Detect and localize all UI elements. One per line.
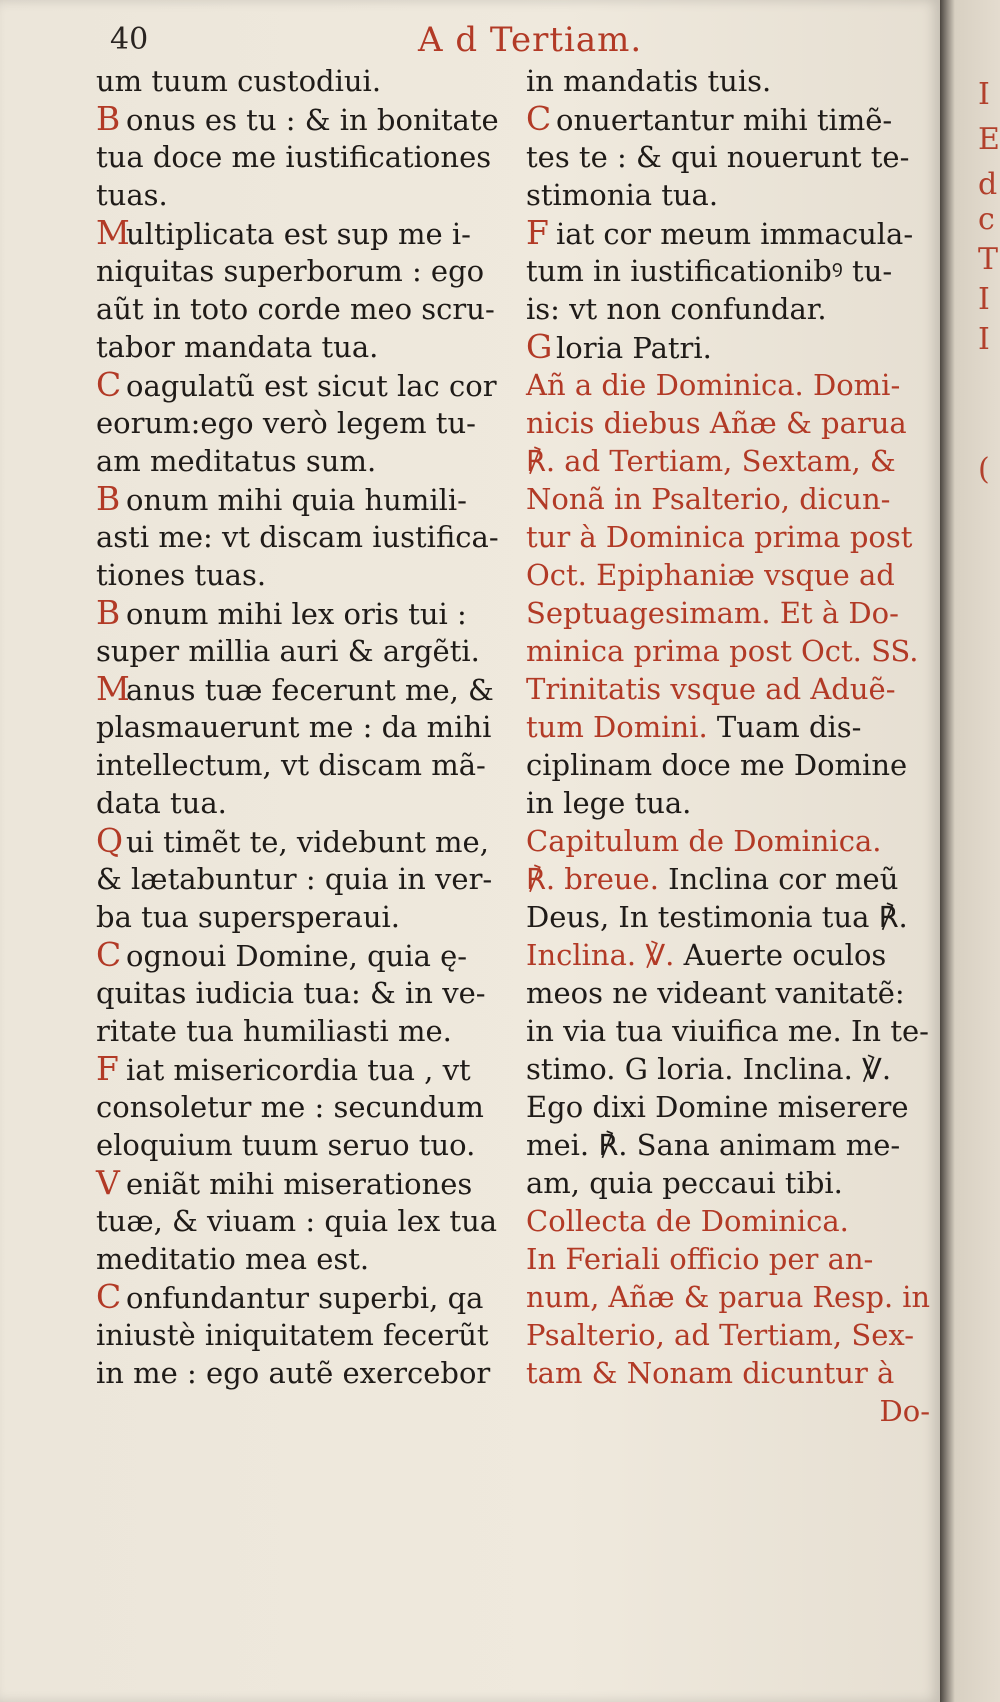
- text-line: [526, 1012, 930, 1050]
- edge-letter: E: [978, 122, 1000, 157]
- body-text: ultiplicata est sup me i-: [126, 217, 471, 251]
- text-line: [526, 1354, 930, 1392]
- body-text: ba tua supersperaui.: [96, 900, 400, 934]
- text-line: [96, 1126, 516, 1164]
- text-line: [96, 328, 516, 366]
- rubric-text: tam & Nonam dicuntur à: [526, 1356, 895, 1390]
- rubric-text: Psalterio, ad Tertiam, Sex-: [526, 1318, 915, 1352]
- text-line: [96, 100, 516, 138]
- text-line: [526, 366, 930, 404]
- body-text: & lætabuntur : quia in ver-: [96, 862, 493, 896]
- text-line: [96, 518, 516, 556]
- text-line: [526, 936, 930, 974]
- body-text: ognoui Domine, quia ę-: [126, 939, 468, 973]
- red-initial: C: [96, 935, 122, 974]
- text-line: [96, 1012, 516, 1050]
- body-text: am meditatus sum.: [96, 444, 377, 478]
- red-initial: C: [96, 1277, 122, 1316]
- body-text: eniãt mihi miserationes: [126, 1167, 473, 1201]
- body-text: in me : ego autẽ exercebor: [96, 1356, 491, 1390]
- body-text: tua doce me iustificationes: [96, 140, 492, 174]
- body-text: Ego dixi Domine miserere: [526, 1090, 909, 1124]
- body-text: Inclina cor meũ: [668, 862, 899, 896]
- text-line: [526, 1050, 930, 1088]
- text-line: [96, 936, 516, 974]
- text-line: [96, 1202, 516, 1240]
- text-line: [526, 1126, 930, 1164]
- text-line: [526, 822, 930, 860]
- body-text: tabor mandata tua.: [96, 330, 379, 364]
- body-text: onus es tu : & in bonitate: [126, 103, 499, 137]
- red-initial: Q: [96, 821, 124, 860]
- running-title: A d Tertiam.: [418, 20, 643, 60]
- rubric-text: Nonã in Psalterio, dicun-: [526, 482, 891, 516]
- text-line: [96, 366, 516, 404]
- text-line: [526, 442, 930, 480]
- text-line: [526, 290, 930, 328]
- body-text: onum mihi quia humili-: [126, 483, 467, 517]
- text-line: [526, 1088, 930, 1126]
- body-text: onum mihi lex oris tui :: [126, 597, 467, 631]
- body-text: stimo. G loria. Inclina. ℣.: [526, 1052, 892, 1086]
- text-line: [526, 404, 930, 442]
- body-text: tes te : & qui nouerunt te-: [526, 140, 910, 174]
- text-line: [96, 1278, 516, 1316]
- text-line: [526, 518, 930, 556]
- text-line: [96, 1316, 516, 1354]
- text-line: [96, 632, 516, 670]
- body-text: Deus, In testimonia tua ℟.: [526, 900, 908, 934]
- text-line: [96, 974, 516, 1012]
- red-initial: V: [96, 1163, 120, 1202]
- body-text: Auerte oculos: [683, 938, 887, 972]
- left-column: [96, 62, 516, 1392]
- body-text: oagulatũ est sicut lac cor: [126, 369, 497, 403]
- body-text: is: vt non confundar.: [526, 292, 827, 326]
- body-text: plasmauerunt me : da mihi: [96, 710, 492, 744]
- rubric-text: Collecta de Dominica.: [526, 1204, 849, 1238]
- text-line: [96, 442, 516, 480]
- text-line: [526, 1164, 930, 1202]
- text-line: [96, 670, 516, 708]
- red-initial: B: [96, 593, 121, 632]
- text-line: [96, 138, 516, 176]
- text-line: [526, 252, 930, 290]
- text-line: [96, 898, 516, 936]
- rubric-text: num, Añæ & parua Resp. in: [526, 1280, 930, 1314]
- rubric-text: Inclina. ℣.: [526, 938, 675, 972]
- text-line: [96, 708, 516, 746]
- right-column: [526, 62, 930, 1430]
- text-line: [526, 708, 930, 746]
- body-text: um tuum custodiui.: [96, 64, 382, 98]
- text-line: [96, 404, 516, 442]
- text-line: [96, 1240, 516, 1278]
- edge-letter: d: [978, 167, 998, 202]
- body-text: meditatio mea est.: [96, 1242, 370, 1276]
- text-line: [526, 1278, 930, 1316]
- edge-letter: I: [978, 77, 990, 112]
- edge-letter: T: [978, 242, 999, 277]
- page-number: 40: [110, 22, 149, 57]
- red-initial: M: [96, 213, 130, 252]
- text-line: [526, 480, 930, 518]
- rubric-text: minica prima post Oct. SS.: [526, 634, 919, 668]
- body-text: in lege tua.: [526, 786, 692, 820]
- text-line: [96, 480, 516, 518]
- text-line: [526, 784, 930, 822]
- body-text: eorum:ego verò legem tu-: [96, 406, 476, 440]
- rubric-text: Trinitatis vsque ad Aduẽ-: [526, 672, 896, 706]
- text-line: [526, 670, 930, 708]
- edge-letter: c: [978, 202, 995, 237]
- red-initial: B: [96, 99, 121, 138]
- rubric-text: Septuagesimam. Et à Do-: [526, 596, 899, 630]
- rubric-text: tum Domini.: [526, 710, 708, 744]
- text-line: [526, 860, 930, 898]
- body-text: eloquium tuum seruo tuo.: [96, 1128, 476, 1162]
- body-text: Tuam dis-: [716, 710, 862, 744]
- body-text: ui timẽt te, videbunt me,: [126, 825, 489, 859]
- text-line: [96, 290, 516, 328]
- body-text: anus tuæ fecerunt me, &: [126, 673, 494, 707]
- body-text: iat cor meum immacula-: [556, 217, 914, 251]
- text-line: [96, 252, 516, 290]
- body-text: consoletur me : secundum: [96, 1090, 484, 1124]
- body-text: iat misericordia tua , vt: [126, 1053, 471, 1087]
- red-initial: C: [96, 365, 122, 404]
- red-initial: C: [526, 99, 552, 138]
- rubric-text: ℟. ad Tertiam, Sextam, &: [526, 444, 896, 478]
- body-text: in via tua viuifica me. In te-: [526, 1014, 929, 1048]
- red-initial: B: [96, 479, 121, 518]
- text-line: [96, 822, 516, 860]
- rubric-text: tur à Dominica prima post: [526, 520, 913, 554]
- text-line: [96, 1164, 516, 1202]
- text-line: [526, 214, 930, 252]
- body-text: super millia auri & argẽti.: [96, 634, 480, 668]
- rubric-text: nicis diebus Añæ & parua: [526, 406, 907, 440]
- text-line: [96, 176, 516, 214]
- text-line: [526, 62, 930, 100]
- text-line: [526, 100, 930, 138]
- text-line: [96, 1354, 516, 1392]
- text-line: [526, 594, 930, 632]
- red-initial: G: [526, 327, 553, 366]
- red-initial: M: [96, 669, 130, 708]
- body-text: loria Patri.: [556, 331, 712, 365]
- red-initial: F: [96, 1049, 119, 1088]
- text-line: [526, 974, 930, 1012]
- text-line: [526, 328, 930, 366]
- text-line: [96, 594, 516, 632]
- rubric-text: In Feriali officio per an-: [526, 1242, 874, 1276]
- body-text: mei. ℟. Sana animam me-: [526, 1128, 901, 1162]
- body-text: tiones tuas.: [96, 558, 267, 592]
- text-line: [526, 138, 930, 176]
- body-text: meos ne videant vanitatẽ:: [526, 976, 905, 1010]
- body-text: iniustè iniquitatem fecerũt: [96, 1318, 489, 1352]
- body-text: aũt in toto corde meo scru-: [96, 292, 495, 326]
- text-line: [96, 214, 516, 252]
- body-text: ritate tua humiliasti me.: [96, 1014, 452, 1048]
- body-text: am, quia peccaui tibi.: [526, 1166, 843, 1200]
- text-line: [526, 556, 930, 594]
- text-line: [526, 1202, 930, 1240]
- body-text: tuæ, & viuam : quia lex tua: [96, 1204, 498, 1238]
- edge-letter: I: [978, 282, 990, 317]
- text-line: [526, 1240, 930, 1278]
- rubric-text: ℟. breue.: [526, 862, 659, 896]
- text-line: [96, 860, 516, 898]
- body-text: asti me: vt discam iustifica-: [96, 520, 499, 554]
- rubric-text: Capitulum de Dominica.: [526, 824, 882, 858]
- text-line: [526, 632, 930, 670]
- body-text: in mandatis tuis.: [526, 64, 772, 98]
- rubric-text: Oct. Epiphaniæ vsque ad: [526, 558, 895, 592]
- edge-letter: (: [978, 452, 990, 487]
- red-initial: F: [526, 213, 549, 252]
- text-line: [96, 746, 516, 784]
- body-text: tuas.: [96, 178, 168, 212]
- rubric-text: Añ a die Dominica. Domi-: [526, 368, 901, 402]
- text-line: [96, 556, 516, 594]
- body-text: onuertantur mihi timẽ-: [556, 103, 893, 137]
- text-line: [96, 784, 516, 822]
- body-text: data tua.: [96, 786, 227, 820]
- text-line: [526, 176, 930, 214]
- text-line: [526, 746, 930, 784]
- body-text: tum in iustificationibꝰ tu-: [526, 254, 893, 288]
- text-line: [96, 1088, 516, 1126]
- body-text: quitas iudicia tua: & in ve-: [96, 976, 486, 1010]
- text-line: [526, 1316, 930, 1354]
- text-line: [96, 62, 516, 100]
- body-text: stimonia tua.: [526, 178, 719, 212]
- catchword: Do-: [879, 1394, 930, 1428]
- text-line: [96, 1050, 516, 1088]
- body-text: ciplinam doce me Domine: [526, 748, 908, 782]
- body-text: niquitas superborum : ego: [96, 254, 485, 288]
- edge-letter: I: [978, 322, 990, 357]
- body-text: onfundantur superbi, qa: [126, 1281, 484, 1315]
- body-text: intellectum, vt discam mã-: [96, 748, 486, 782]
- text-line: [526, 898, 930, 936]
